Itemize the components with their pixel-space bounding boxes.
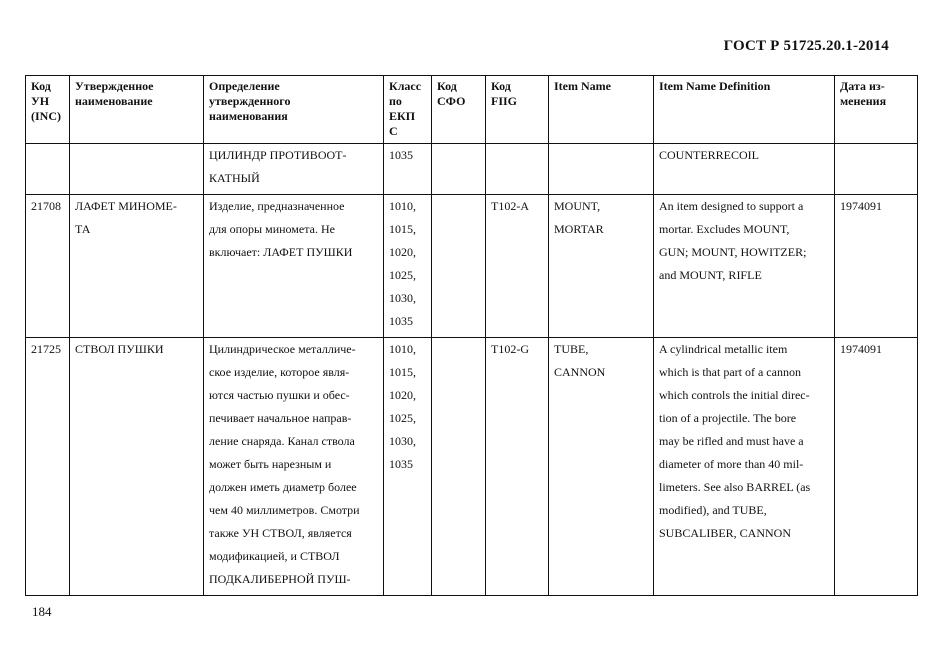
col-class-header xyxy=(384,76,432,144)
header-line: Код xyxy=(31,79,51,93)
header-line: УН xyxy=(31,94,50,108)
col-inc-cell xyxy=(26,144,70,195)
cell-line: 1030, xyxy=(389,291,416,305)
header-line: наименование xyxy=(75,94,153,108)
cell-line: СТВОЛ ПУШКИ xyxy=(75,342,164,356)
cell-line: может быть нарезным и xyxy=(209,457,332,471)
cell-line: Цилиндрическое металличе- xyxy=(209,342,356,356)
col-item-name-cell xyxy=(549,338,654,596)
table-body xyxy=(26,144,918,596)
cell-line: MOUNT, xyxy=(554,199,601,213)
col-sfo-cell xyxy=(432,338,486,596)
col-definition-cell xyxy=(204,144,384,195)
col-class-cell xyxy=(384,338,432,596)
cell-line: CANNON xyxy=(554,365,606,379)
cell-line: SUBCALIBER, CANNON xyxy=(659,526,792,540)
header-line: FIIG xyxy=(491,94,518,108)
col-change-date-cell xyxy=(835,195,918,338)
col-fiig-cell xyxy=(486,195,549,338)
col-item-name-cell xyxy=(549,144,654,195)
cell-line: ское изделие, которое явля- xyxy=(209,365,350,379)
header-line: Код xyxy=(437,79,457,93)
cell-line: An item designed to support a xyxy=(659,199,804,213)
cell-line: 1030, xyxy=(389,434,416,448)
cell-line: 1035 xyxy=(389,314,413,328)
header-line: по xyxy=(389,94,402,108)
cell-line: ПОДКАЛИБЕРНОЙ ПУШ- xyxy=(209,572,351,586)
cell-line: должен иметь диаметр более xyxy=(209,480,357,494)
col-definition-header xyxy=(204,76,384,144)
table-header-row xyxy=(26,76,918,144)
cell-line: A cylindrical metallic item xyxy=(659,342,788,356)
header-line: Класс xyxy=(389,79,422,93)
header-line: С xyxy=(389,124,398,138)
cell-line: Изделие, предназначенное xyxy=(209,199,345,213)
cell-line: включает: ЛАФЕТ ПУШКИ xyxy=(209,245,353,259)
cell-line: limeters. See also BARREL (as xyxy=(659,480,811,494)
cell-line: which is that part of a cannon xyxy=(659,365,801,379)
col-item-definition-cell xyxy=(654,338,835,596)
col-sfo-cell xyxy=(432,144,486,195)
table-row xyxy=(26,338,918,596)
cell-line: and MOUNT, RIFLE xyxy=(659,268,762,282)
cell-line: 1015, xyxy=(389,222,416,236)
col-item-name-header xyxy=(549,76,654,144)
cell-line: MORTAR xyxy=(554,222,604,236)
cell-line: модификацией, и СТВОЛ xyxy=(209,549,340,563)
cell-line: также УН СТВОЛ, является xyxy=(209,526,352,540)
cell-line: КАТНЫЙ xyxy=(209,171,260,185)
cell-line: ление снаряда. Канал ствола xyxy=(209,434,355,448)
header-line: наименования xyxy=(209,109,288,123)
col-inc-header xyxy=(26,76,70,144)
header-line: Определение xyxy=(209,79,280,93)
col-class-cell xyxy=(384,195,432,338)
col-change-date-cell xyxy=(835,144,918,195)
cell-line: 1015, xyxy=(389,365,416,379)
cell-line: 1974091 xyxy=(840,342,882,356)
cell-line: 1025, xyxy=(389,268,416,282)
table-row xyxy=(26,195,918,338)
col-item-definition-cell xyxy=(654,144,835,195)
cell-line: may be rifled and must have a xyxy=(659,434,804,448)
col-sfo-header xyxy=(432,76,486,144)
header-line: Дата из- xyxy=(840,79,885,93)
cell-line: 1035 xyxy=(389,457,413,471)
col-inc-cell xyxy=(26,195,70,338)
cell-line: печивает начальное направ- xyxy=(209,411,352,425)
cell-line: diameter of more than 40 mil- xyxy=(659,457,804,471)
col-item-definition-header xyxy=(654,76,835,144)
cell-line: TUBE, xyxy=(554,342,589,356)
cell-line: ются частью пушки и обес- xyxy=(209,388,350,402)
cell-line: ЦИЛИНДР ПРОТИВООТ- xyxy=(209,148,347,162)
catalog-table xyxy=(25,75,918,596)
col-item-definition-cell xyxy=(654,195,835,338)
cell-line: 1974091 xyxy=(840,199,882,213)
col-approved-name-header xyxy=(70,76,204,144)
col-class-cell xyxy=(384,144,432,195)
col-approved-name-cell xyxy=(70,338,204,596)
header-line: Item Name Definition xyxy=(659,79,771,93)
col-fiig-cell xyxy=(486,338,549,596)
cell-line: 1020, xyxy=(389,388,416,402)
col-fiig-cell xyxy=(486,144,549,195)
standard-designation: ГОСТ Р 51725.20.1-2014 xyxy=(723,38,889,54)
cell-line: 21708 xyxy=(31,199,61,213)
cell-line: 21725 xyxy=(31,342,61,356)
col-item-name-cell xyxy=(549,195,654,338)
cell-line: tion of a projectile. The bore xyxy=(659,411,797,425)
cell-line: 1025, xyxy=(389,411,416,425)
header-line: Item Name xyxy=(554,79,611,93)
col-approved-name-cell xyxy=(70,195,204,338)
cell-line: 1035 xyxy=(389,148,413,162)
cell-line: 1010, xyxy=(389,199,416,213)
cell-line: 1020, xyxy=(389,245,416,259)
header-line: СФО xyxy=(437,94,466,108)
col-definition-cell xyxy=(204,338,384,596)
cell-line: T102-A xyxy=(491,199,529,213)
header-line: ЕКП xyxy=(389,109,416,123)
table-row xyxy=(26,144,918,195)
col-change-date-header xyxy=(835,76,918,144)
header-line: Код xyxy=(491,79,511,93)
cell-line: 1010, xyxy=(389,342,416,356)
col-fiig-header xyxy=(486,76,549,144)
cell-line: which controls the initial direc- xyxy=(659,388,810,402)
header-line: менения xyxy=(840,94,887,108)
header-line: (INC) xyxy=(31,109,61,123)
page-number: 184 xyxy=(32,604,52,619)
cell-line: COUNTERRECOIL xyxy=(659,148,759,162)
col-inc-cell xyxy=(26,338,70,596)
cell-line: чем 40 миллиметров. Смотри xyxy=(209,503,360,517)
col-definition-cell xyxy=(204,195,384,338)
cell-line: для опоры миномета. Не xyxy=(209,222,335,236)
cell-line: GUN; MOUNT, HOWITZER; xyxy=(659,245,807,259)
cell-line: mortar. Excludes MOUNT, xyxy=(659,222,790,236)
header-line: Утвержденное xyxy=(75,79,154,93)
col-sfo-cell xyxy=(432,195,486,338)
cell-line: modified), and TUBE, xyxy=(659,503,767,517)
header-line: утвержденного xyxy=(209,94,291,108)
cell-line: T102-G xyxy=(491,342,529,356)
col-change-date-cell xyxy=(835,338,918,596)
cell-line: ЛАФЕТ МИНОМЕ- xyxy=(75,199,177,213)
cell-line: ТА xyxy=(75,222,91,236)
col-approved-name-cell xyxy=(70,144,204,195)
